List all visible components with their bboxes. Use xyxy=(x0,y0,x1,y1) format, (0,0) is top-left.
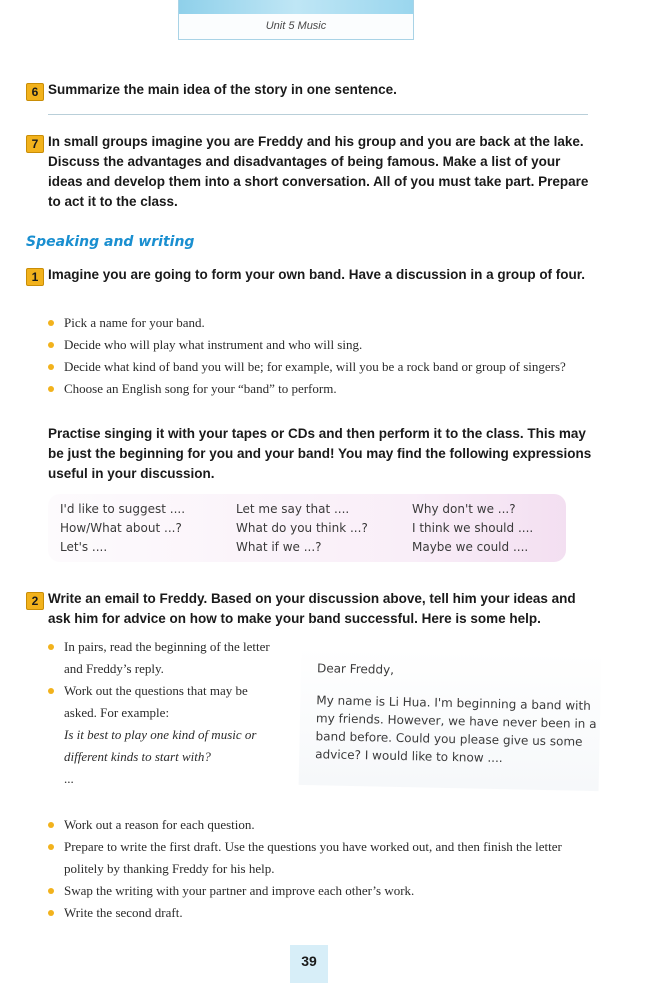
expression: Why don't we ...? xyxy=(412,502,516,516)
expression: I'd like to suggest .... xyxy=(60,502,186,516)
answer-line xyxy=(48,114,588,115)
letter-salutation: Dear Freddy, xyxy=(316,661,395,677)
s2-bullet-list-top xyxy=(48,636,288,790)
unit-title: Unit 5 Music xyxy=(265,20,327,32)
list-item-continued: asked. For example: xyxy=(64,705,170,720)
expression: What if we ...? xyxy=(236,540,322,554)
list-item: Pick a name for your band. xyxy=(48,312,596,334)
s1-bullet-list xyxy=(48,312,596,400)
q6-number: 6 xyxy=(26,83,44,101)
list-item: Decide who will play what instrument and who will sing. xyxy=(48,334,596,356)
bullet-dot-icon xyxy=(48,320,54,326)
example-question-continued: different kinds to start with? xyxy=(64,749,211,764)
list-item-continued: and Freddy’s reply. xyxy=(64,661,164,676)
letter-line: my friends. However, we have never been in a xyxy=(315,711,597,732)
s1-number: 1 xyxy=(26,268,44,286)
unit-header xyxy=(178,0,414,40)
header-decoration xyxy=(179,0,413,14)
expression: Maybe we could .... xyxy=(412,540,529,554)
list-item: Prepare to write the first draft. Use the questions you have worked out, and then finish the letter politely by thanking Freddy for his help. xyxy=(48,836,596,880)
page-number: 39 xyxy=(301,953,317,969)
s2-text: Write an email to Freddy. Based on your discussion above, tell him your ideas and ask him for advice on how to make your band successful. Here is some help. xyxy=(48,591,576,626)
list-item: Work out a reason for each question. xyxy=(48,814,596,836)
q7-number: 7 xyxy=(26,135,44,153)
bullet-dot-icon xyxy=(48,822,54,828)
example-question: Is it best to play one kind of music or xyxy=(64,727,257,742)
list-item: Decide what kind of band you will be; for example, will you be a rock band or group of singers? xyxy=(48,356,596,378)
section-title: Speaking and writing xyxy=(26,234,195,250)
q6-text: Summarize the main idea of the story in one sentence. xyxy=(48,82,397,97)
bullet-dot-icon xyxy=(48,888,54,894)
letter-line: advice? I would like to know .... xyxy=(315,747,503,766)
letter-card xyxy=(299,647,602,791)
expressions-box xyxy=(48,494,566,562)
bullet-dot-icon xyxy=(48,910,54,916)
expression: Let me say that .... xyxy=(236,502,350,516)
s2-bullet-list-bottom xyxy=(48,814,596,924)
bullet-dot-icon xyxy=(48,342,54,348)
s1-text: Imagine you are going to form your own band. Have a discussion in a group of four. xyxy=(48,267,586,282)
q7-text: In small groups imagine you are Freddy and his group and you are back at the lake. Discuss the advantages and disadvantages of being famous. Make a list of your ideas and develop them into a short conversation. All of you must take part. Prepare to act it to the class. xyxy=(48,134,589,209)
bullet-dot-icon xyxy=(48,844,54,850)
expression: What do you think ...? xyxy=(236,521,368,535)
list-item: Work out the questions that may be xyxy=(48,680,288,702)
letter-line: band before. Could you please give us some xyxy=(315,729,583,749)
bullet-dot-icon xyxy=(48,644,54,650)
bullet-dot-icon xyxy=(48,386,54,392)
page-number-box xyxy=(290,945,328,983)
bullet-dot-icon xyxy=(48,364,54,370)
list-item: In pairs, read the beginning of the letter xyxy=(48,636,288,658)
s2-number: 2 xyxy=(26,592,44,610)
letter-line: My name is Li Hua. I'm beginning a band with xyxy=(316,693,591,713)
expression: I think we should .... xyxy=(412,521,534,535)
list-item: Choose an English song for your “band” to perform. xyxy=(48,378,596,400)
list-item: Swap the writing with your partner and improve each other’s work. xyxy=(48,880,596,902)
expression: Let's .... xyxy=(60,540,108,554)
ellipsis: ... xyxy=(64,771,74,786)
expression: How/What about ...? xyxy=(60,521,182,535)
s1-followup: Practise singing it with your tapes or CDs and then perform it to the class. This may be just the beginning for you and your band! You may find the following expressions useful in your discussion. xyxy=(48,426,592,481)
bullet-dot-icon xyxy=(48,688,54,694)
list-item: Write the second draft. xyxy=(48,902,596,924)
